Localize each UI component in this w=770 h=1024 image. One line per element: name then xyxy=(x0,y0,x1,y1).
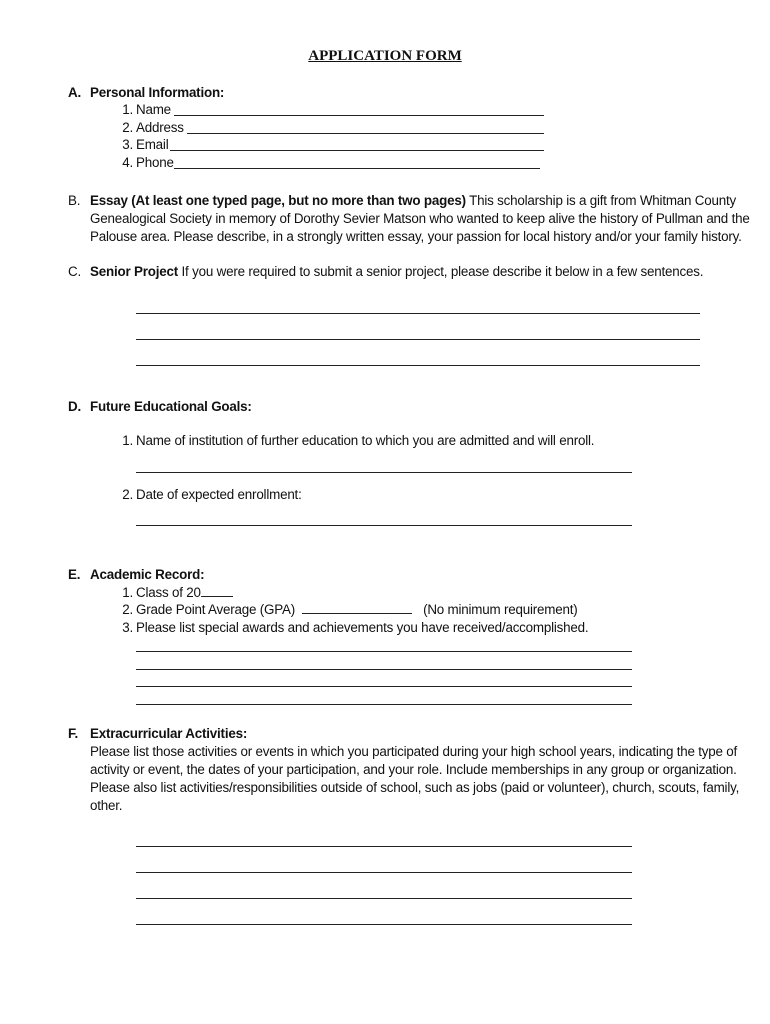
phone-field[interactable] xyxy=(174,168,540,169)
extracurricular-line-4: other. xyxy=(90,798,123,813)
name-label: Name xyxy=(136,102,171,117)
senior-project-answer-line[interactable] xyxy=(136,365,700,366)
class-year-label: Class of 20 xyxy=(136,585,201,600)
enrollment-date-label: Date of expected enrollment: xyxy=(136,487,302,502)
enrollment-date-answer-line[interactable] xyxy=(136,525,632,526)
item-number: 2. xyxy=(122,602,133,617)
address-label: Address xyxy=(136,120,184,135)
section-letter: C. xyxy=(68,264,81,279)
section-heading: Personal Information: xyxy=(90,85,225,100)
item-number: 3. xyxy=(122,137,133,152)
section-heading: Essay (At least one typed page, but no more than two pages) xyxy=(90,193,466,208)
senior-project-answer-line[interactable] xyxy=(136,313,700,314)
senior-project-line xyxy=(90,263,703,281)
page-title: APPLICATION FORM xyxy=(308,48,462,64)
awards-answer-line[interactable] xyxy=(136,651,632,652)
phone-label: Phone xyxy=(136,155,174,170)
name-item xyxy=(122,101,171,119)
institution-item xyxy=(122,432,595,450)
section-heading: Senior Project xyxy=(90,264,178,279)
section-heading: Future Educational Goals: xyxy=(90,399,252,414)
item-number: 2. xyxy=(122,120,133,135)
extracurricular-line-2: activity or event, the dates of your participation, and your role. Include memberships in any group or organization. xyxy=(90,762,737,777)
email-label: Email xyxy=(136,137,169,152)
awards-answer-line[interactable] xyxy=(136,686,632,687)
gpa-field[interactable] xyxy=(302,602,412,614)
section-letter: E. xyxy=(68,567,81,582)
section-letter: F. xyxy=(68,726,79,741)
item-number: 3. xyxy=(122,620,133,635)
address-field[interactable] xyxy=(187,133,544,134)
extracurricular-line-1: Please list those activities or events in which you participated during your high school years, indicating the type of xyxy=(90,744,738,759)
senior-project-text: If you were required to submit a senior project, please describe it below in a few sentences. xyxy=(181,264,704,279)
email-field[interactable] xyxy=(170,150,544,151)
awards-answer-line[interactable] xyxy=(136,704,632,705)
activities-answer-line[interactable] xyxy=(136,872,632,873)
essay-line-1 xyxy=(90,192,736,210)
item-number: 4. xyxy=(122,155,133,170)
essay-text: This scholarship is a gift from Whitman County xyxy=(469,193,737,208)
section-heading: Academic Record: xyxy=(90,567,205,582)
item-number: 1. xyxy=(122,102,133,117)
section-heading: Extracurricular Activities: xyxy=(90,726,248,741)
awards-label: Please list special awards and achievements you have received/accomplished. xyxy=(136,620,589,635)
gpa-label: Grade Point Average (GPA) xyxy=(136,602,295,617)
section-letter: D. xyxy=(68,399,81,414)
class-year-field[interactable] xyxy=(201,585,233,597)
name-field[interactable] xyxy=(174,115,544,116)
email-item xyxy=(122,136,169,154)
activities-answer-line[interactable] xyxy=(136,846,632,847)
gpa-note: (No minimum requirement) xyxy=(423,602,578,617)
address-item xyxy=(122,119,184,137)
section-letter: B. xyxy=(68,193,81,208)
phone-item xyxy=(122,154,174,172)
activities-answer-line[interactable] xyxy=(136,898,632,899)
enrollment-date-item xyxy=(122,486,302,504)
essay-line-3: Palouse area. Please describe, in a strongly written essay, your passion for local history and/or your family history. xyxy=(90,229,742,244)
gpa-item xyxy=(122,601,578,619)
section-letter: A. xyxy=(68,85,81,100)
item-number: 1. xyxy=(122,433,133,448)
item-number: 1. xyxy=(122,585,133,600)
awards-item xyxy=(122,619,589,637)
item-number: 2. xyxy=(122,487,133,502)
essay-line-2: Genealogical Society in memory of Dorothy Sevier Matson who wanted to keep alive the history of Pullman and the xyxy=(90,211,750,226)
awards-answer-line[interactable] xyxy=(136,669,632,670)
senior-project-answer-line[interactable] xyxy=(136,339,700,340)
institution-answer-line[interactable] xyxy=(136,472,632,473)
institution-label: Name of institution of further education to which you are admitted and will enroll. xyxy=(136,433,595,448)
activities-answer-line[interactable] xyxy=(136,924,632,925)
class-year-item xyxy=(122,584,233,602)
extracurricular-line-3: Please also list activities/responsibilities outside of school, such as jobs (paid or volunteer), church, scouts, family, xyxy=(90,780,740,795)
